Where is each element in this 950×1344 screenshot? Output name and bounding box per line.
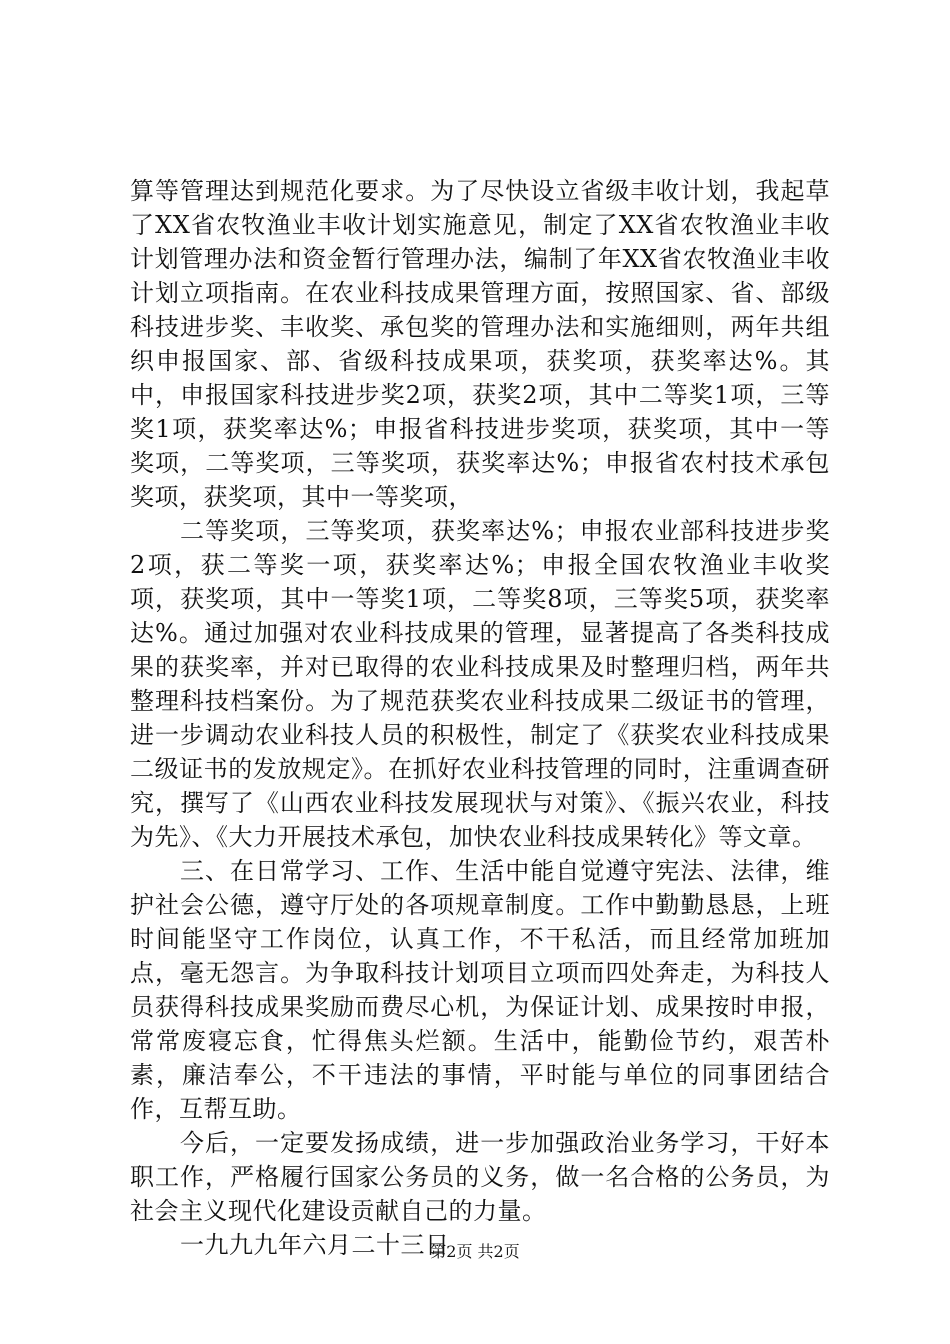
document-body — [130, 174, 830, 1262]
paragraph-3: 三、在日常学习、工作、生活中能自觉遵守宪法、法律，维护社会公德，遵守厅处的各项规章制度。工作中勤勤恳恳，上班时间能坚守工作岗位，认真工作，不干私活，而且经常加班加点，毫无怨言。为争取科技计划项目立项而四处奔走，为科技人员获得科技成果奖励而费尽心机，为保证计划、成果按时申报，常常废寝忘食，忙得焦头烂额。生活中，能勤俭节约，艰苦朴素，廉洁奉公，不干违法的事情，平时能与单位的同事团结合作，互帮互助。 — [130, 857, 830, 1123]
page-number: 第2页 共2页 — [430, 1242, 520, 1261]
paragraph-1: 算等管理达到规范化要求。为了尽快设立省级丰收计划，我起草了XX省农牧渔业丰收计划实施意见，制定了XX省农牧渔业丰收计划管理办法和资金暂行管理办法，编制了年XX省农牧渔业丰收计划立项指南。在农业科技成果管理方面，按照国家、省、部级科技进步奖、丰收奖、承包奖的管理办法和实施细则，两年共组织申报国家、部、省级科技成果项，获奖项，获奖率达%。其中，申报国家科技进步奖2项，获奖2项，其中二等奖1项，三等奖1项，获奖率达%；申报省科技进步奖项，获奖项，其中一等奖项，二等奖项，三等奖项，获奖率达%；申报省农村技术承包奖项，获奖项，其中一等奖项， — [130, 177, 830, 511]
page-footer — [0, 1242, 950, 1262]
signature-date: 一九九九年六月二十三日 — [180, 1231, 450, 1259]
paragraph-4: 今后，一定要发扬成绩，进一步加强政治业务学习，干好本职工作，严格履行国家公务员的义务，做一名合格的公务员，为社会主义现代化建设贡献自己的力量。 — [130, 1129, 830, 1225]
paragraph-2: 二等奖项，三等奖项，获奖率达%；申报农业部科技进步奖2项，获二等奖一项，获奖率达%；申报全国农牧渔业丰收奖项，获奖项，其中一等奖1项，二等奖8项，三等奖5项，获奖率达%。通过加强对农业科技成果的管理，显著提高了各类科技成果的获奖率，并对已取得的农业科技成果及时整理归档，两年共整理科技档案份。为了规范获奖农业科技成果二级证书的管理，进一步调动农业科技人员的积极性，制定了《获奖农业科技成果二级证书的发放规定》。在抓好农业科技管理的同时，注重调查研究，撰写了《山西农业科技发展现状与对策》、《振兴农业，科技为先》、《大力开展技术承包，加快农业科技成果转化》等文章。 — [130, 517, 830, 851]
